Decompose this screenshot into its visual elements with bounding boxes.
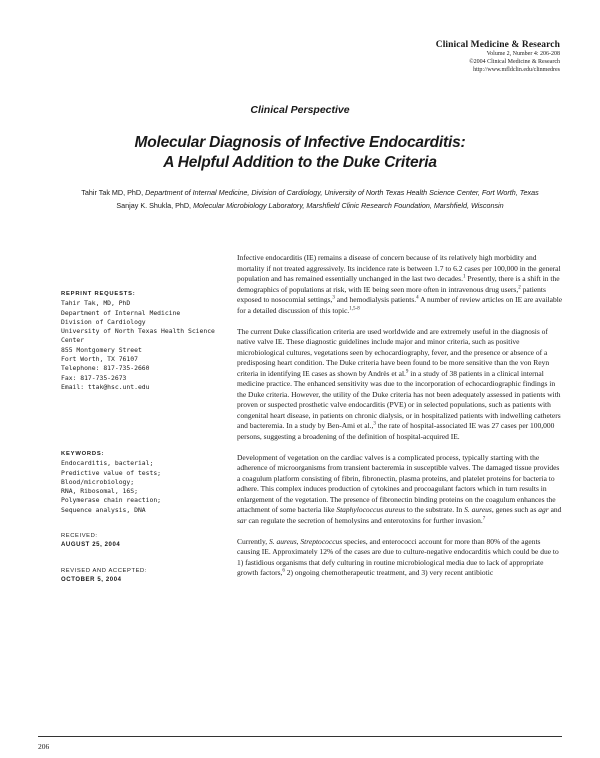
title-line-2: A Helpful Addition to the Duke Criteria xyxy=(163,154,437,171)
reprint-label: REPRINT REQUESTS: xyxy=(61,291,136,297)
author-2-affiliation: Molecular Microbiology Laboratory, Marshfield Clinic Research Foundation, Marshfield, Wisconsin xyxy=(193,201,504,210)
keywords-label: KEYWORDS: xyxy=(61,451,105,457)
page-number: 206 xyxy=(38,742,50,751)
author-2-name: Sanjay K. Shukla, PhD, xyxy=(116,201,192,210)
author-1-name: Tahir Tak MD, PhD, xyxy=(81,188,144,197)
reprint-line: 855 Montgomery Street xyxy=(61,345,142,354)
keyword-item: Blood/microbiology; xyxy=(61,477,135,486)
title-line-1: Molecular Diagnosis of Infective Endocarditis: xyxy=(134,134,466,151)
reprint-line: Department of Internal Medicine xyxy=(61,308,181,317)
reprint-line: Telephone: 817-735-2660 xyxy=(61,364,150,373)
page-footer-rule xyxy=(38,736,562,737)
reprint-email[interactable]: Email: ttak@hsc.unt.edu xyxy=(61,382,150,391)
body-paragraph: Currently, S. aureus, Streptococcus species, and enterococci account for more than 80% of the agents causing IE. Approximately 12% of the cases are due to culture-negative endocarditis which could be due to 1) fastidious organisms that defy culturing in routine microbiological media due to lack of appropriate growth factors,$^6$ 2) ongoing chemotherapeutic treatment, and 3) very recent antibiotic xyxy=(237,536,559,577)
keyword-item: RNA, Ribosomal, 16S; xyxy=(61,487,138,496)
keyword-item: Predictive value of tests; xyxy=(61,468,162,477)
body-paragraph: The current Duke classification criteria are used worldwide and are extremely useful in the diagnosis of native valve IE. These diagnostic guidelines include major and minor criteria, such as positive microbiological cultures, vegetations seen by echocardiography, fever, and the presence or absence of a predisposing heart condition. The Duke criteria have been found to be more sensitive than the von Reyn criteria in identifying IE cases as shown by Andrès et al.$^9$ in a study of 38 patients in a clinical internal medicine practice. The enhanced sensitivity was due to the incorporation of echocardiographic findings in the Duke criteria. However, the utility of the Duke criteria has not been adequately assessed in patients with proven or suspected prosthetic valve endocarditis (PVE) or in selected populations, such as patients with congenital heart disease, in patients on chronic dialysis, or in hospitalized patients with indwelling catheters and bacteremia. In a study by Ben-Ami et al.,$^3$ the rate of hospital-associated IE was 27 cases per 100,000 persons, suggesting a broadening of the definition of hospital-acquired IE. xyxy=(237,326,561,441)
keyword-item: Endocarditis, bacterial; xyxy=(61,459,154,468)
body-paragraph: Infective endocarditis (IE) remains a disease of concern because of its relatively high morbidity and mortality if not treated aggressively. Its incidence rate is between 1.7 to 6.2 cases per 100,000 in the general population and has remained essentially unchanged in the last two decades.$^1$ Presently, there is a shift in the demographics of populations at risk, with IE being seen more often in intravenous drug users,$^2$ patients exposed to nosocomial settings,$^3$ and hemodialysis patients.$^4$ A number of review articles on IE are available for a detailed discussion of this topic.$^{1,5-8}$ xyxy=(237,253,563,315)
received-label: RECEIVED: xyxy=(61,533,98,539)
reprint-requests xyxy=(61,290,231,392)
keywords xyxy=(61,450,231,515)
body-paragraph: Development of vegetation on the cardiac valves is a complicated process, typically starting with the adherence of microorganisms from transient bacteremia in susceptible valves. The damaged tissue provides a coagulum platform consisting of fibrin, fibronectin, plasma proteins, and platelet proteins for bacteria to adhere. This complex induces production of cytokines and procoagulant factors which in turn results in enlargement of the vegetation. The presence of fibronectin binding proteins on the coagulum enhances the attachment of some bacteria like Staphylococcus aureus to the substrate. In S. aureus, genes such as agr and sar can regulate the secretion of hemolysins and enterotoxins for further invasion.$^7$ xyxy=(237,452,562,525)
author-block xyxy=(40,186,580,212)
revised-block xyxy=(61,567,231,586)
article-title xyxy=(0,133,600,173)
journal-masthead xyxy=(436,40,560,74)
keyword-item: Sequence analysis, DNA xyxy=(61,505,146,514)
reprint-line: Tahir Tak, MD, PhD xyxy=(61,299,131,308)
received-date: AUGUST 25, 2004 xyxy=(61,542,121,549)
author-1-affiliation: Department of Internal Medicine, Division of Cardiology, University of North Texas Health Science Center, Fort Worth, Texas xyxy=(145,188,539,197)
journal-url[interactable]: http://www.mfldclin.edu/clinmedres xyxy=(473,67,560,73)
copyright-line: ©2004 Clinical Medicine & Research xyxy=(469,59,560,65)
article-body xyxy=(237,253,563,589)
author-2 xyxy=(40,199,580,212)
keyword-item: Polymerase chain reaction; xyxy=(61,496,162,505)
reprint-line: Division of Cardiology xyxy=(61,317,146,326)
issue-info: Volume 2, Number 4: 206-208 xyxy=(486,51,560,57)
reprint-line: Fort Worth, TX 76107 xyxy=(61,355,138,364)
author-1 xyxy=(40,186,580,199)
reprint-line: Fax: 817-735-2673 xyxy=(61,373,127,382)
revised-date: OCTOBER 5, 2004 xyxy=(61,577,122,584)
received-block xyxy=(61,532,231,551)
revised-label: REVISED AND ACCEPTED: xyxy=(61,568,148,574)
reprint-line: University of North Texas Health Science Center xyxy=(61,327,215,345)
journal-name: Clinical Medicine & Research xyxy=(435,40,560,50)
section-label: Clinical Perspective xyxy=(250,104,350,116)
